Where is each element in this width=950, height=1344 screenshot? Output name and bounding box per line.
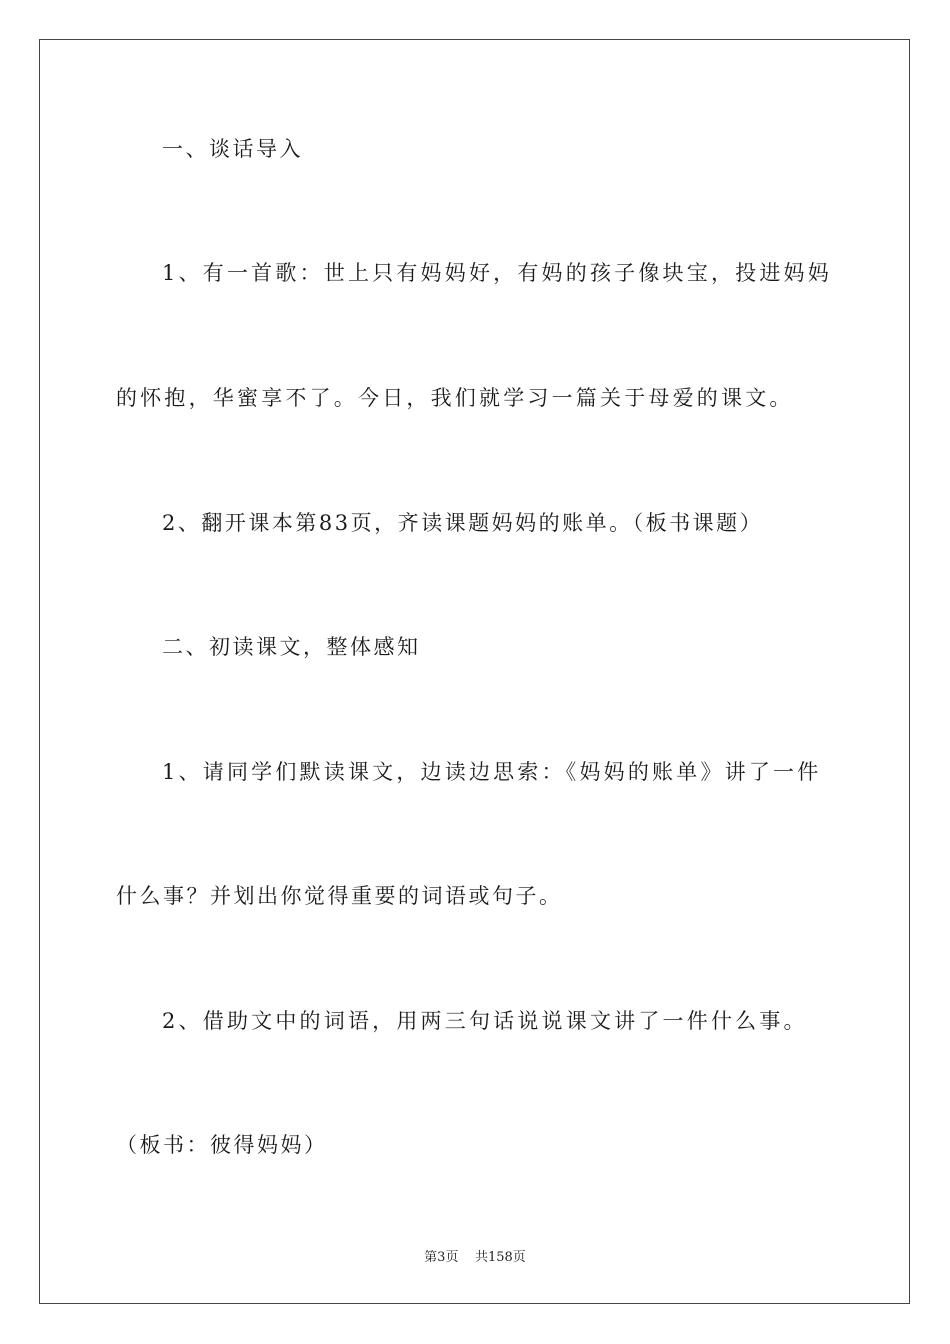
paragraph-line: （板书：彼得妈妈）	[116, 1133, 328, 1157]
section-heading-first-reading: 二、初读课文，整体感知	[162, 635, 421, 659]
paragraph-line: 1、有一首歌：世上只有妈妈好，有妈的孩子像块宝，投进妈妈	[162, 261, 832, 285]
paragraph-line: 1、请同学们默读课文，边读边思索：《妈妈的账单》讲了一件	[162, 760, 822, 784]
page-frame	[39, 39, 910, 1304]
page-total: 共158页	[474, 1250, 526, 1265]
page-number: 第3页	[424, 1250, 459, 1265]
paragraph-line: 的怀抱，华蜜享不了。今日，我们就学习一篇关于母爱的课文。	[116, 386, 794, 410]
paragraph-line: 2、翻开课本第83页，齐读课题妈妈的账单。（板书课题）	[162, 511, 764, 535]
paragraph-line: 2、借助文中的词语，用两三句话说说课文讲了一件什么事。	[162, 1009, 808, 1033]
paragraph-line: 什么事？并划出你觉得重要的词语或句子。	[116, 884, 563, 908]
page-footer	[0, 1249, 950, 1267]
section-heading-intro: 一、谈话导入	[162, 137, 303, 161]
